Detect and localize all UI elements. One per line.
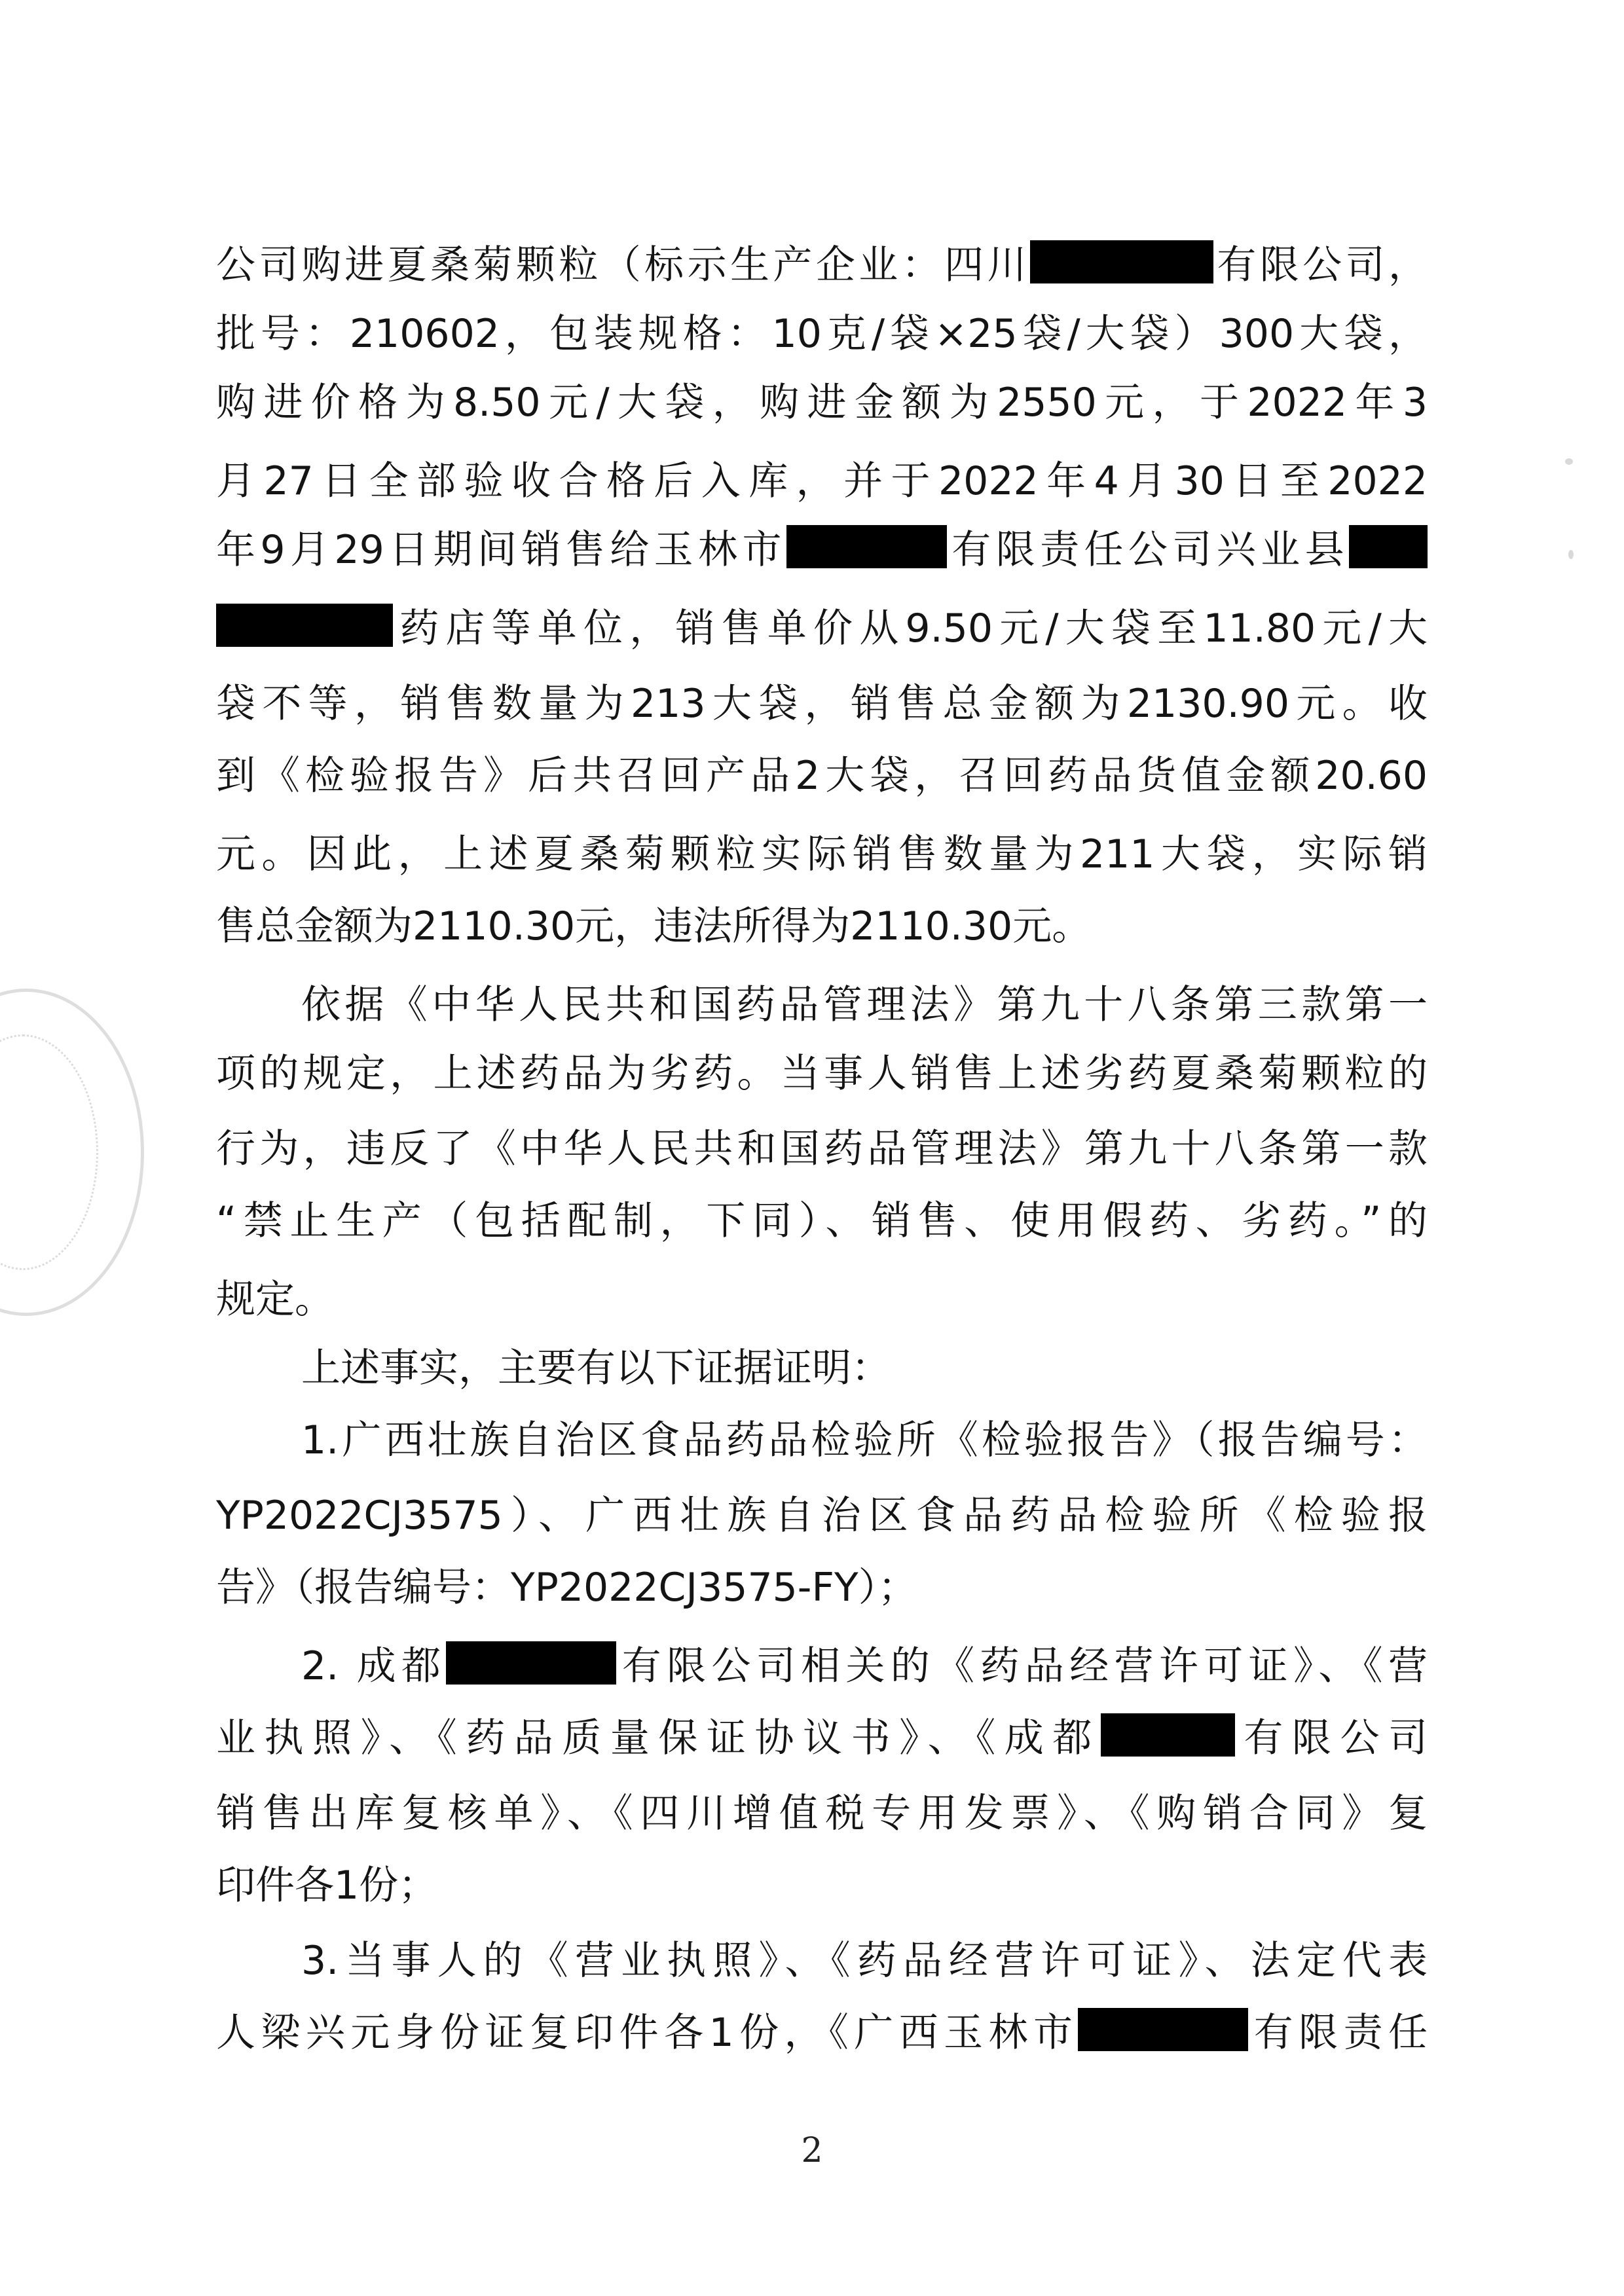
text-line: 告》（报告编号：YP2022CJ3575-FY）； (216, 1565, 917, 1611)
text-line: 年9月29日期间销售给玉林市 有限责任公司兴业县 (216, 517, 1428, 583)
text-line: 3.当事人的《营业执照》、《药品经营许可证》、法定代表 (301, 1938, 1428, 1984)
redaction-block (446, 1641, 616, 1685)
text-line: 依据《中华人民共和国药品管理法》第九十八条第三款第一 (301, 982, 1428, 1028)
text-line: 元。因此，上述夏桑菊颗粒实际销售数量为211大袋，实际销 (216, 831, 1428, 877)
redaction-block (1078, 2008, 1248, 2051)
text-line: 袋不等，销售数量为213大袋，销售总金额为2130.90元。收 (216, 681, 1428, 727)
text-line: YP2022CJ3575）、广西壮族自治区食品药品检验所《检验报 (216, 1493, 1428, 1539)
redaction-block (1101, 1713, 1235, 1757)
redaction-block (786, 525, 947, 568)
text-line: 行为，违反了《中华人民共和国药品管理法》第九十八条第一款 (216, 1126, 1428, 1172)
page-number: 2 (801, 2131, 823, 2170)
text-line: 公司购进夏桑菊颗粒（标示生产企业：四川 有限公司， (216, 232, 1428, 298)
text-line: 项的规定，上述药品为劣药。当事人销售上述劣药夏桑菊颗粒的 (216, 1051, 1428, 1097)
text-line: 售总金额为2110.30元，违法所得为2110.30元。 (216, 903, 1092, 949)
text-line: “禁止生产（包括配制，下同）、销售、使用假药、劣药。”的 (216, 1198, 1428, 1244)
redaction-block (216, 604, 393, 647)
text-line: 购进价格为8.50元/大袋，购进金额为2550元，于2022年3 (216, 380, 1428, 426)
text-line: 人梁兴元身份证复印件各1份，《广西玉林市 有限责任 (216, 2000, 1428, 2066)
scan-speck (1568, 550, 1574, 559)
redaction-block (1349, 525, 1428, 568)
text-line: 规定。 (216, 1277, 334, 1322)
text-line: 销售出库复核单》、《四川增值税专用发票》、《购销合同》复 (216, 1791, 1428, 1836)
text-line: 到《检验报告》后共召回产品2大袋，召回药品货值金额20.60 (216, 753, 1428, 799)
text-line: 上述事实，主要有以下证据证明： (301, 1345, 891, 1391)
text-line: 1.广西壮族自治区食品药品检验所《检验报告》（报告编号： (301, 1417, 1428, 1463)
text-line: 印件各1份； (216, 1863, 438, 1908)
text-line: 月27日全部验收合格后入库，并于2022年4月30日至2022 (216, 458, 1428, 504)
scan-speck (1565, 458, 1573, 465)
redaction-block (1030, 240, 1213, 283)
text-line: 药店等单位，销售单价从9.50元/大袋至11.80元/大 (216, 596, 1428, 661)
text-line: 批号：210602，包装规格：10克/袋×25袋/大袋）300大袋， (216, 311, 1428, 357)
text-line: 业执照》、《药品质量保证协议书》、《成都 有限公司 (216, 1705, 1428, 1771)
text-line: 2. 成都 有限公司相关的《药品经营许可证》、《营 (216, 1633, 1428, 1699)
